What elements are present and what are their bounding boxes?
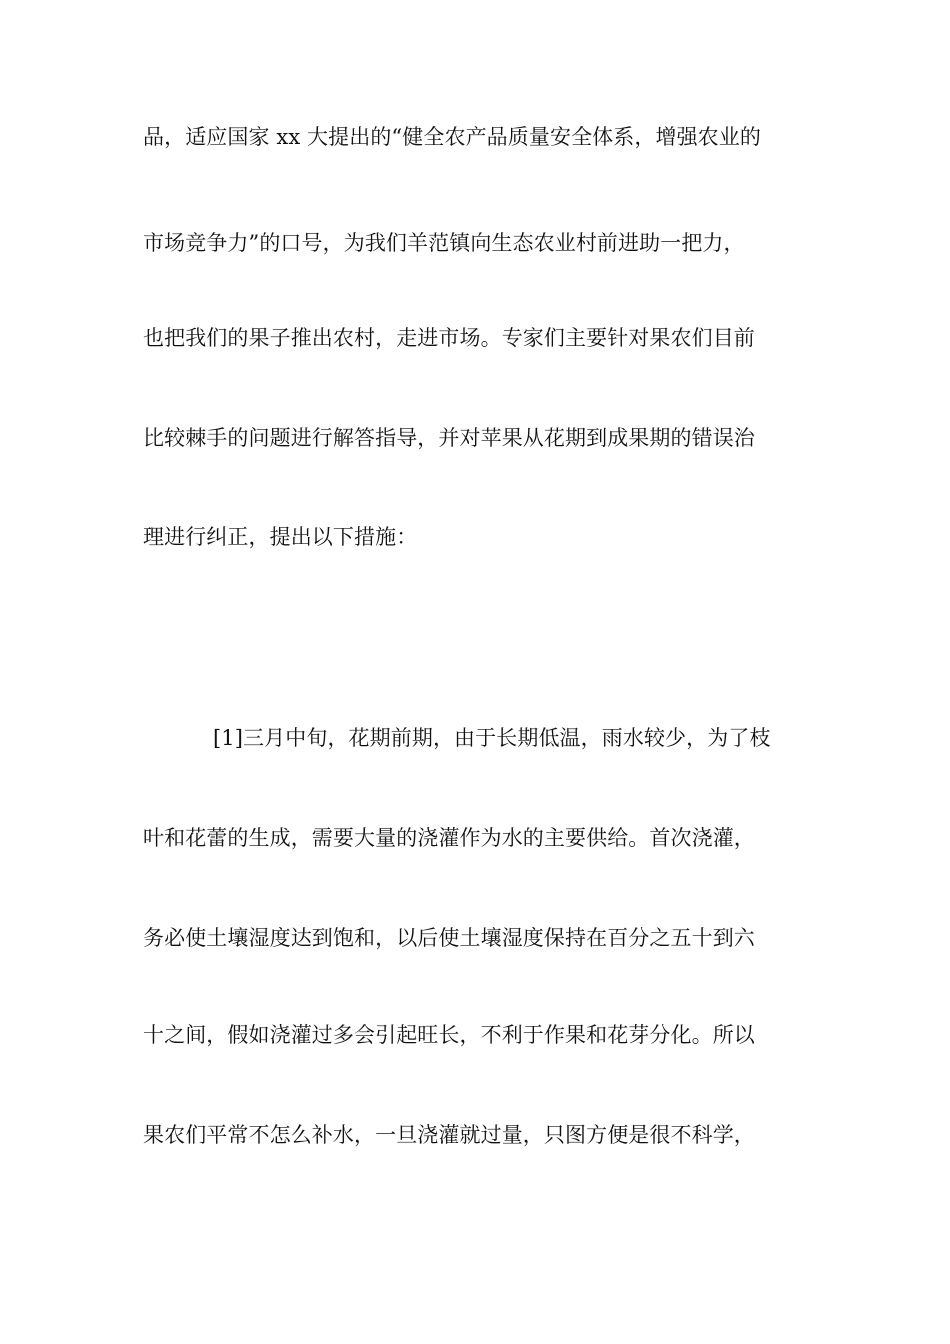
paragraph-2-line-1: [1]三月中旬，花期前期，由于长期低温，雨水较少，为了枝 — [213, 726, 771, 750]
paragraph-1-line-2: 市场竞争力”的口号，为我们羊范镇向生态农业村前进助一把力， — [143, 231, 745, 255]
paragraph-2-line-5: 果农们平常不怎么补水，一旦浇灌就过量，只图方便是很不科学， — [143, 1123, 755, 1147]
paragraph-2-line-2: 叶和花蕾的生成，需要大量的浇灌作为水的主要供给。首次浇灌， — [143, 826, 755, 850]
paragraph-1-line-3: 也把我们的果子推出农村，走进市场。专家们主要针对果农们目前 — [143, 326, 755, 350]
paragraph-1-line-5: 理进行纠正，提出以下措施： — [143, 525, 418, 549]
paragraph-1-line-4: 比较棘手的问题进行解答指导，并对苹果从花期到成果期的错误治 — [143, 426, 755, 450]
paragraph-1-line-1: 品，适应国家 xx 大提出的“健全农产品质量安全体系，增强农业的 — [143, 125, 761, 149]
paragraph-2-line-3: 务必使土壤湿度达到饱和，以后使土壤湿度保持在百分之五十到六 — [143, 926, 755, 950]
paragraph-2-line-4: 十之间，假如浇灌过多会引起旺长，不利于作果和花芽分化。所以 — [143, 1023, 755, 1047]
